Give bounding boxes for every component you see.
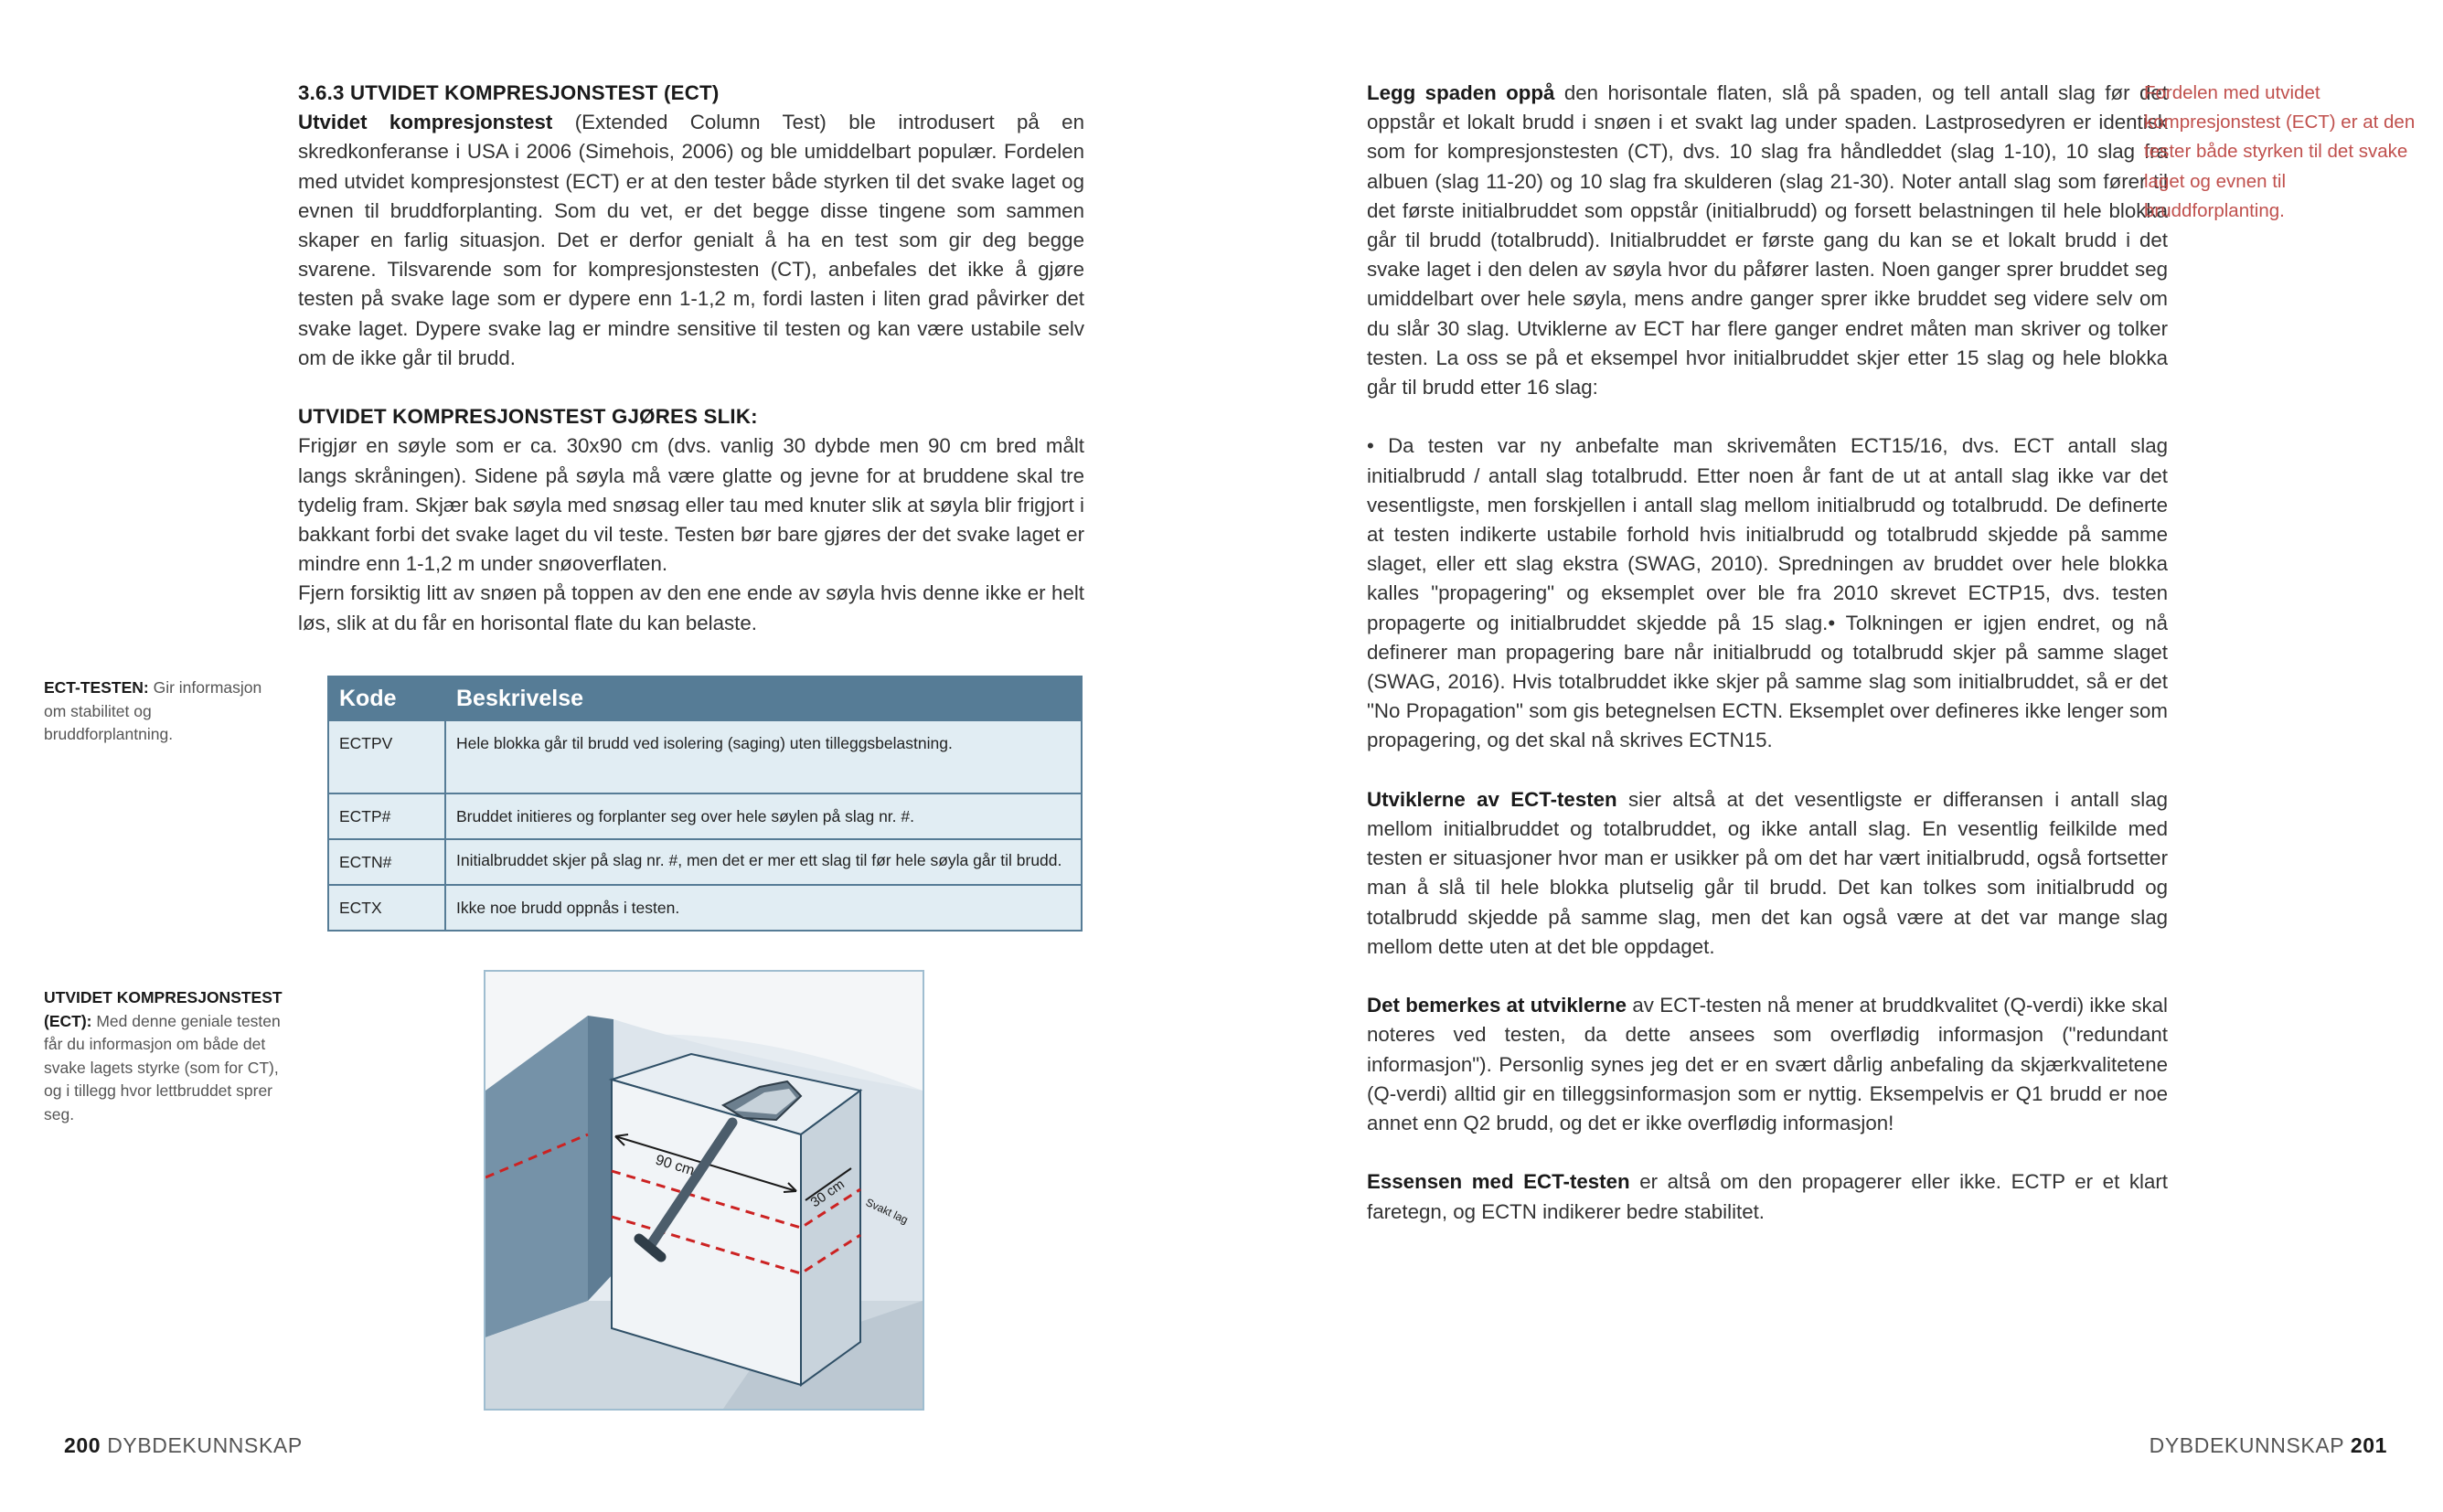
procedure-heading: UTVIDET KOMPRESJONSTEST GJØRES SLIK: <box>298 405 758 429</box>
table-cell-description: Hele blokka går til brudd ved isolering (saging) uten tilleggsbelastning. <box>445 720 1082 793</box>
table-cell-code: ECTX <box>328 885 445 931</box>
essence-text: er altså om den propagerer eller ikke. ECTP er et klart faretegn, og ECTN indikerer bedre stabilitet. <box>1367 1170 2168 1223</box>
running-title-left: DYBDEKUNNSKAP <box>107 1433 303 1457</box>
table-row <box>328 839 1082 885</box>
weak-layer-label: Svakt lag <box>863 1196 911 1227</box>
margin-quote: Fordelen med utvidet kompresjonstest (ECT) er at den tester både styrken til det svake laget og evnen til bruddforplanting. <box>2144 82 2416 221</box>
developers-lead: Utviklerne av ECT-testen <box>1367 787 1617 811</box>
table-row <box>328 720 1082 793</box>
table-header-description: Beskrivelse <box>445 676 1082 720</box>
back-wall-edge <box>588 1016 613 1301</box>
page-number-right: 201 <box>2350 1433 2387 1457</box>
section-heading: 3.6.3 UTVIDET KOMPRESJONSTEST (ECT) <box>298 81 720 104</box>
developers-text: sier altså at det vesentligste er differansen i antall slag mellom initialbruddet og totalbruddet, og ikke antall slag. En vesentlig feilkilde med testen er situasjoner hvor man er usikker på om det har vært initialbrudd, også fortsetter man å slå til hele blokka plutselig går til brudd. Det kan tolkes som initialbrudd og totalbrudd skjedde på samme slag, men det kan også være at det var mange slag mellom dette uten at det ble oppdaget. <box>1367 787 2168 958</box>
side-note-ect-title: ECT-TESTEN: <box>44 678 149 697</box>
q-value-paragraph <box>1367 991 2168 1138</box>
block-side <box>801 1091 860 1385</box>
side-note-figure <box>44 986 283 1127</box>
page-number-left: 200 <box>64 1433 101 1457</box>
ect-illustration <box>484 970 924 1411</box>
load-lead: Legg spaden oppå <box>1367 81 1555 104</box>
width-label: 90 cm <box>653 1152 697 1179</box>
developers-paragraph <box>1367 785 2168 962</box>
side-note-ect-text: Gir informasjon om stabilitet og bruddforplantning. <box>44 678 262 744</box>
table-cell-description: Initialbruddet skjer på slag nr. #, men det er mer ett slag til før hele søyla går til brudd. <box>445 839 1082 885</box>
table-cell-code: ECTPV <box>328 720 445 793</box>
intro-paragraph <box>298 108 1084 373</box>
load-text: den horisontale flaten, slå på spaden, og tell antall slag før det oppstår et lokalt brudd i snøen i et svakt lag under spaden. Lastprosedyren er identisk som for kompresjonstesten (CT), dvs. 10 slag fra håndleddet (slag 1-10), 10 slag fra albuen (slag 11-20) og 10 slag fra skulderen (slag 21-30). Noter antall slag som fører til det første initialbruddet som oppstår (initialbrudd) og forsett belastningen til hele blokka går til brudd (totalbrudd). Initialbruddet er første gang du kan se et lokalt brudd i det svake laget i den delen av søyla hvor du påfører lasten. Noen ganger sprer bruddet seg umiddelbart over hele søyla, mens andre ganger sprer ikke bruddet seg videre selv om du slår 30 slag. Utviklerne av ECT har flere ganger endret måten man skriver og tolker testen. La oss se på et eksempel hvor initialbruddet skjer etter 15 slag og hele blokka går til brudd etter 16 slag: <box>1367 81 2168 399</box>
table-cell-description: Bruddet initieres og forplanter seg over hele søylen på slag nr. #. <box>445 793 1082 839</box>
ect-illustration-drawing <box>485 972 923 1409</box>
table-header-code: Kode <box>328 676 445 720</box>
side-note-ect <box>44 676 263 747</box>
table-cell-code: ECTP# <box>328 793 445 839</box>
table-cell-code: ECTN# <box>328 839 445 885</box>
footer-left <box>64 1433 303 1458</box>
footer-right <box>2150 1433 2387 1458</box>
intro-lead: Utvidet kompresjonstest <box>298 111 553 134</box>
load-paragraph <box>1367 79 2168 402</box>
running-title-right: DYBDEKUNNSKAP <box>2149 1433 2344 1457</box>
q-value-lead: Det bemerkes at utviklerne <box>1367 994 1627 1017</box>
left-column <box>298 79 1084 638</box>
q-value-text: av ECT-testen nå mener at bruddkvalitet (Q-verdi) ikke skal noteres ved testen, da dette ansees som overflødig informasjon ("redundant informasjon"). Personlig synes jeg det er en svært dårlig anbefaling da skjærkvalitetene (Q-verdi) alltid gir en tilleggsinformasjon som er nyttig. Eksempelvis er Q1 brudd er noe annet enn Q2 brudd, og det er ikke overflødig informasjon! <box>1367 994 2169 1135</box>
table-row <box>328 885 1082 931</box>
history-bullet: • Da testen var ny anbefalte man skrivemåten ECT15/16, dvs. ECT antall slag initialbrudd / antall slag totalbrudd. Etter noen år fant de ut at antall slag ikke var det vesentligste, men forskjellen i antall slag mellom initialbrudd og totalbrudd. De definerte at testen indikerte ustabile forhold hvis initialbrudd og totalbrudd skjedde på samme slaget, eller ett slag ekstra (SWAG, 2010). Spredningen av bruddet over hele blokka kalles "propagering" og eksemplet over ble fra 2010 skrevet ECTP15, dvs. testen propagerte og initialbruddet skjedde på 15 slag.• Tolkningen er igjen endret, og nå definerer man propagering bare når initialbrudd og totalbrudd skjer på samme slaget (SWAG, 2016). Hvis totalbruddet ikke skjer på samme slag som initialbruddet, så er det "No Propagation" som gis betegnelsen ECTN. Eksemplet over defineres ikke lenger som propagering, og det skal nå skrives ECTN15. <box>1367 434 2168 752</box>
depth-label: 30 cm <box>807 1176 848 1211</box>
procedure-paragraph-2: Fjern forsiktig litt av snøen på toppen av den ene ende av søyla hvis denne ikke er helt løs, slik at du får en horisontal flate du kan belaste. <box>298 581 1084 634</box>
intro-text: (Extended Column Test) ble introdusert på en skredkonferanse i USA i 2006 (Simehois, 2006) og ble umiddelbart populær. Fordelen med utvidet kompresjonstest (ECT) er at den tester både styrken til det svake laget og evnen til bruddforplanting. Som du vet, er det begge disse tingene som sammen skaper en farlig situasjon. Det er derfor genialt å ha en test som gir deg begge svarene. Tilsvarende som for kompresjonstesten (CT), anbefales det ikke å gjøre testen på svake lage som er dypere enn 1-1,2 m, fordi lasten i liten grad påvirker det svake laget. Dypere svake lag er mindre sensitive til testen og kan være ustabile selv om de ikke går til brudd. <box>298 111 1084 369</box>
table-row <box>328 793 1082 839</box>
essence-lead: Essensen med ECT-testen <box>1367 1170 1630 1194</box>
ect-code-table <box>327 676 1083 932</box>
table-cell-description: Ikke noe brudd oppnås i testen. <box>445 885 1082 931</box>
table-header-row <box>328 676 1082 720</box>
right-column <box>1367 79 2168 1227</box>
side-note-figure-title: UTVIDET KOMPRESJONSTEST (ECT): <box>44 988 283 1030</box>
essence-paragraph <box>1367 1167 2168 1226</box>
back-wall-left <box>485 1016 588 1337</box>
procedure-paragraph: Frigjør en søyle som er ca. 30x90 cm (dvs. vanlig 30 dybde men 90 cm bred målt langs skråningen). Sidene på søyla må være glatte og jevne for at bruddene skal tre tydelig fram. Skjær bak søyla med snøsag eller tau med knuter slik at søyla blir frigjort i bakkant forbi det svake laget du vil teste. Testen bør bare gjøres der det svake laget er mindre enn 1-1,2 m under snøoverflaten. <box>298 434 1084 576</box>
side-note-figure-text: Med denne geniale testen får du informasjon om både det svake lagets styrke (som for CT), og i tillegg hvor lettbruddet sprer seg. <box>44 1011 281 1123</box>
